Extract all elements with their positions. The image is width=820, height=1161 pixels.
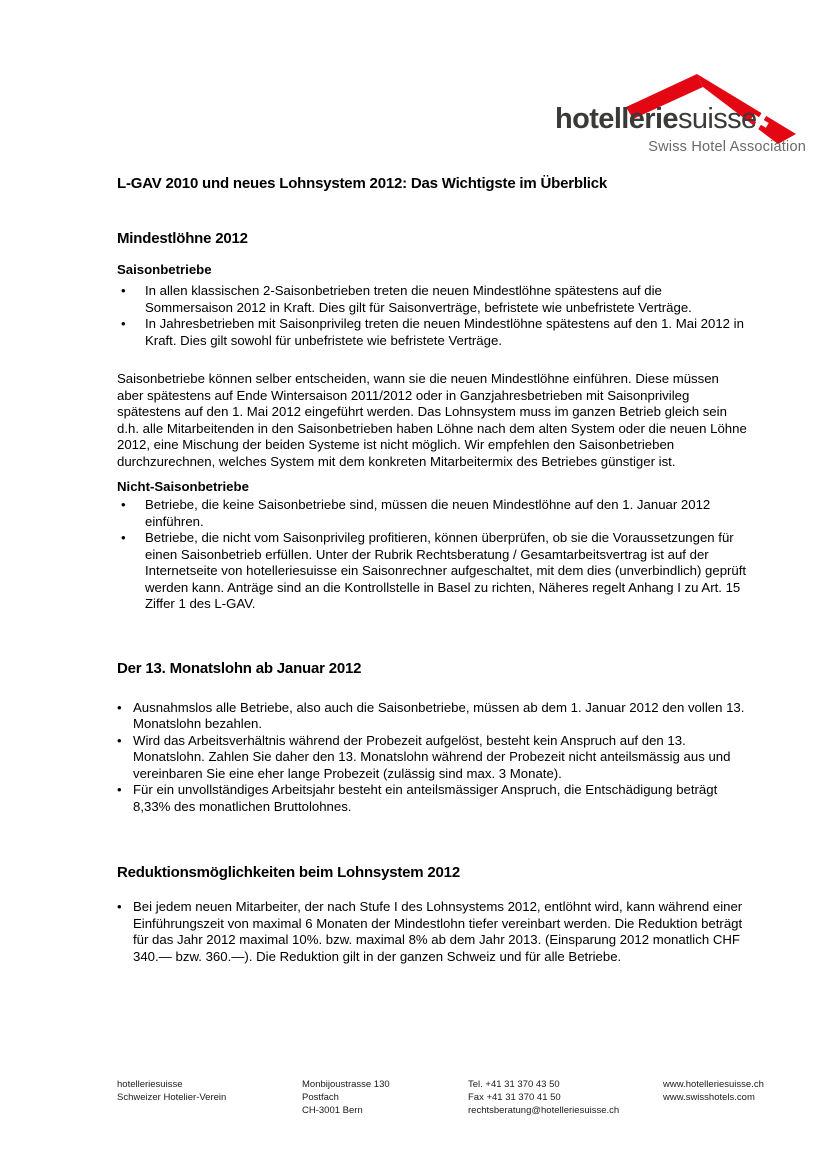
footer-organization [117,1078,226,1104]
footer-websites [663,1078,764,1104]
footer-website-1: www.hotelleriesuisse.ch [663,1079,764,1090]
subheading-nicht-saisonbetriebe: Nicht-Saisonbetriebe [117,479,249,494]
section-heading-mindestloehne: Mindestlöhne 2012 [117,230,248,247]
bullet-item: • Ausnahmslos alle Betriebe, also auch die Saisonbetriebe, müssen ab dem 1. Januar 2012 den vollen 13. Monatslohn bezahlen. [117,700,748,733]
document-content [117,0,748,965]
reduktion-bullet-list [117,899,748,965]
footer-contact [468,1078,619,1117]
document-title: L-GAV 2010 und neues Lohnsystem 2012: Das Wichtigste im Überblick [117,175,608,192]
bullet-item: • Für ein unvollständiges Arbeitsjahr besteht ein anteilsmässiger Anspruch, die Entschädigung beträgt 8,33% des monatlichen Bruttolohnes. [117,782,748,815]
subheading-saisonbetriebe: Saisonbetriebe [117,262,212,277]
bullet-item: • Bei jedem neuen Mitarbeiter, der nach Stufe I des Lohnsystems 2012, entlöhnt wird, kann während einer Einführungszeit von maximal 6 Monaten der Mindestlohn tiefer vereinbart werden. Die Reduktion beträgt für das Jahr 2012 maximal 10%. bzw. maximal 8% ab dem Jahr 2013. (Einsparung 2012 monatlich CHF 340.— bzw. 360.—). Die Reduktion gilt in der ganzen Schweiz und für alle Betriebe. [117,899,748,965]
footer-address [302,1078,390,1117]
nicht-saisonbetriebe-bullet-list [117,497,748,613]
monatslohn-bullet-list [117,700,748,816]
footer-email: rechtsberatung@hotelleriesuisse.ch [468,1105,620,1116]
saisonbetriebe-bullet-list [117,283,748,349]
brand-tagline: Swiss Hotel Association [648,139,806,155]
bullet-item: • Betriebe, die keine Saisonbetriebe sind, müssen die neuen Mindestlöhne auf den 1. Januar 2012 einführen. [117,497,748,530]
footer-postfach: Postfach [302,1092,339,1103]
saisonbetriebe-paragraph: Saisonbetriebe können selber entscheiden, wann sie die neuen Mindestlöhne einführen. Diese müssen aber spätestens auf Ende Wintersaison 2011/2012 oder in Ganzjahresbetrieben mit Saisonprivileg spätestens auf den 1. Mai 2012 eingeführt werden. Das Lohnsystem muss im ganzen Betrieb gleich sein d.h. alle Mitarbeitenden in den Saisonbetrieben haben Löhne nach dem alten System oder die neuen Löhne 2012, eine Mischung der beiden Systeme ist nicht möglich. Wir empfehlen den Saisonbetrieben durchzurechnen, welches System mit dem konkreten Mitarbeitermix des Betriebes günstiger ist. [117,371,747,469]
footer-org-name: hotelleriesuisse [117,1079,183,1090]
footer-city: CH-3001 Bern [302,1105,363,1116]
section-heading-reduktion: Reduktionsmöglichkeiten beim Lohnsystem 2012 [117,864,460,881]
bullet-item: • Betriebe, die nicht vom Saisonprivileg profitieren, können überprüfen, ob sie die Voraussetzungen für einen Saisonbetrieb erfüllen. Unter der Rubrik Rechtsberatung / Gesamtarbeitsvertrag ist auf der Internetseite von hotelleriesuisse ein Saisonrechner aufgeschaltet, mit dem dies (unverbindlich) geprüft werden kann. Anträge sind an die Kontrollstelle in Basel zu richten, Näheres regelt Anhang I zu Art. 15 Ziffer 1 des L-GAV. [117,530,748,613]
section-heading-monatslohn: Der 13. Monatslohn ab Januar 2012 [117,659,362,677]
brand-regular-part: suisse [677,103,757,135]
footer-street: Monbijoustrasse 130 [302,1079,390,1090]
bullet-item: • In Jahresbetrieben mit Saisonprivileg treten die neuen Mindestlöhne spätestens auf den 1. Mai 2012 in Kraft. Dies gilt sowohl für unbefristete wie befristete Verträge. [117,316,748,349]
bullet-item: • In allen klassischen 2-Saisonbetrieben treten die neuen Mindestlöhne spätestens auf die Sommersaison 2012 in Kraft. Dies gilt für Saisonverträge, befristete wie unbefristete Verträge. [117,283,748,316]
footer-website-2: www.swisshotels.com [663,1092,755,1103]
footer-fax: Fax +41 31 370 41 50 [468,1092,561,1103]
bullet-item: • Wird das Arbeitsverhältnis während der Probezeit aufgelöst, besteht kein Anspruch auf den 13. Monatslohn. Zahlen Sie daher den 13. Monatslohn während der Probezeit nicht anteilsmässig aus und vereinbaren Sie eine eher lange Probezeit (zulässig sind max. 3 Monate). [117,733,748,783]
brand-bold-part: hotellerie [555,103,678,135]
footer-org-subtitle: Schweizer Hotelier-Verein [117,1092,227,1103]
footer-tel: Tel. +41 31 370 43 50 [468,1079,560,1090]
